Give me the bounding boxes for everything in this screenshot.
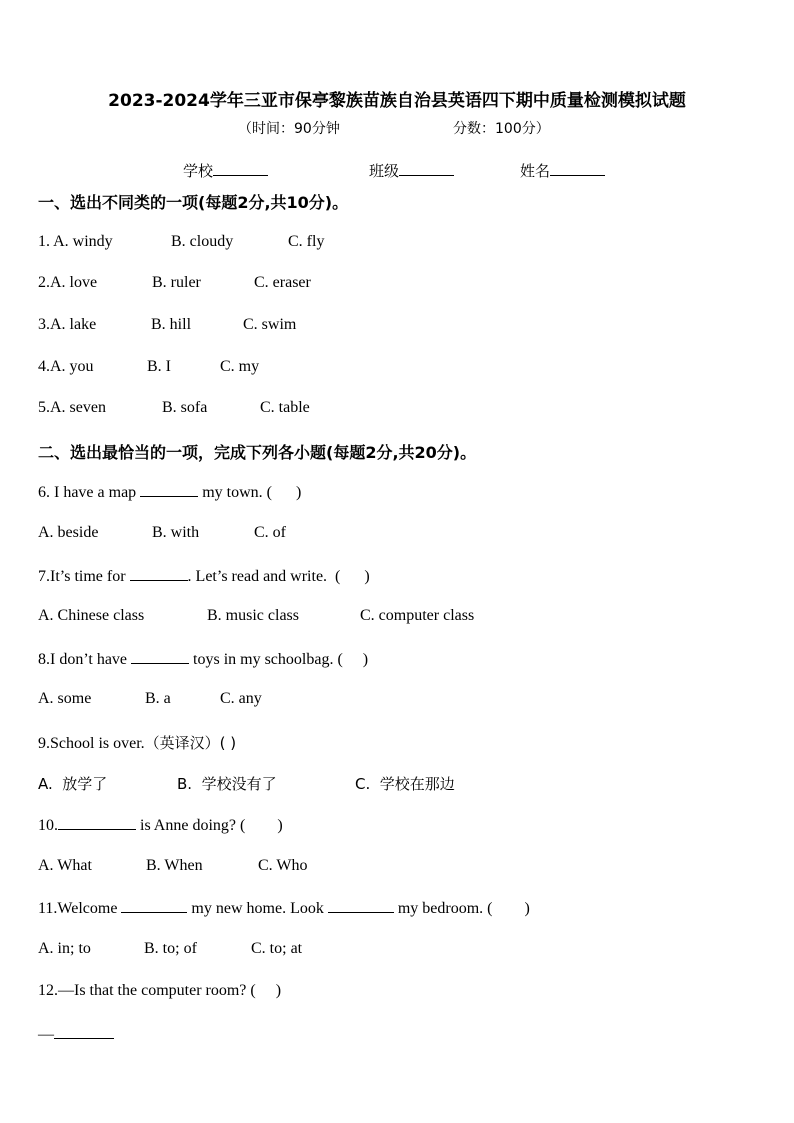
q6-option-a: A. beside <box>38 524 99 541</box>
q9-option-c: C. 学校在那边 <box>355 775 455 793</box>
q7-option-b: B. music class <box>207 607 299 624</box>
q10-text-end: is Anne doing? ( ) <box>136 817 283 834</box>
exam-score: 分数：100分） <box>453 121 550 137</box>
q7-text-end: . Let’s read and write. ( ) <box>187 568 370 585</box>
question-6 <box>38 482 301 502</box>
q1-option-b: B. cloudy <box>171 233 234 250</box>
q11-text-middle: my new home. Look <box>187 900 328 917</box>
q8-text-start: 8.I don’t have <box>38 651 132 668</box>
q8-option-a: A. some <box>38 690 92 707</box>
question-11 <box>38 898 530 918</box>
question-4: 4.A. you <box>38 358 94 375</box>
q4-option-b: B. I <box>147 358 171 375</box>
q3-option-c: C. swim <box>243 316 297 333</box>
q11-blank-2[interactable] <box>328 898 394 913</box>
q12-answer-line <box>38 1024 114 1044</box>
q6-text-end: my town. ( ) <box>198 484 302 501</box>
school-field <box>183 160 268 181</box>
section2-heading: 二、选出最恰当的一项，完成下列各小题(每题2分,共20分)。 <box>38 443 477 462</box>
q10-option-b: B. When <box>146 857 203 874</box>
q8-blank[interactable] <box>131 649 189 664</box>
q6-text-start: 6. I have a map <box>38 484 141 501</box>
q9-instruction: （英译汉）( ) <box>144 734 237 752</box>
question-9 <box>38 732 236 753</box>
name-label: 姓名 <box>520 162 551 180</box>
question-7 <box>38 566 370 586</box>
q11-option-c: C. to; at <box>251 940 303 957</box>
question-1: 1. A. windy <box>38 233 113 250</box>
q7-option-a: A. Chinese class <box>38 607 145 624</box>
q2-option-b: B. ruler <box>152 274 201 291</box>
q8-text-end: toys in my schoolbag. ( ) <box>189 651 369 668</box>
section1-heading: 一、选出不同类的一项(每题2分,共10分)。 <box>38 193 349 212</box>
q10-text-start: 10. <box>38 817 58 834</box>
question-12: 12.—Is that the computer room? ( ) <box>38 982 282 999</box>
q11-text-end: my bedroom. ( ) <box>393 900 530 917</box>
question-10 <box>38 815 283 835</box>
q12-blank[interactable] <box>54 1024 114 1039</box>
q10-option-a: A. What <box>38 857 92 874</box>
q9-option-b: B. 学校没有了 <box>177 775 277 793</box>
q11-option-b: B. to; of <box>144 940 197 957</box>
q3-option-b: B. hill <box>151 316 192 333</box>
q8-option-c: C. any <box>220 690 262 707</box>
class-field <box>369 160 454 181</box>
q5-option-b: B. sofa <box>162 399 208 416</box>
question-8 <box>38 649 368 669</box>
q9-text: 9.School is over. <box>38 735 145 752</box>
q6-option-b: B. with <box>152 524 200 541</box>
class-blank[interactable] <box>399 161 454 176</box>
question-3: 3.A. lake <box>38 316 97 333</box>
q11-blank-1[interactable] <box>121 898 187 913</box>
name-blank[interactable] <box>550 161 605 176</box>
q5-option-c: C. table <box>260 399 310 416</box>
q7-option-c: C. computer class <box>360 607 475 624</box>
question-5: 5.A. seven <box>38 399 106 416</box>
q7-blank[interactable] <box>130 566 188 581</box>
class-label: 班级 <box>369 162 400 180</box>
q6-option-c: C. of <box>254 524 286 541</box>
q10-blank[interactable] <box>58 815 136 830</box>
question-2: 2.A. love <box>38 274 98 291</box>
q2-option-c: C. eraser <box>254 274 311 291</box>
page-title: 2023-2024学年三亚市保亭黎族苗族自治县英语四下期中质量检测模拟试题 <box>108 91 686 111</box>
q12-dash: — <box>38 1026 54 1043</box>
name-field <box>520 160 605 181</box>
q8-option-b: B. a <box>145 690 171 707</box>
q1-option-c: C. fly <box>288 233 325 250</box>
school-label: 学校 <box>183 162 214 180</box>
q6-blank[interactable] <box>140 482 198 497</box>
q11-text-start: 11.Welcome <box>38 900 122 917</box>
exam-time: （时间：90分钟 <box>238 121 340 137</box>
q10-option-c: C. Who <box>258 857 308 874</box>
school-blank[interactable] <box>213 161 268 176</box>
q4-option-c: C. my <box>220 358 260 375</box>
q7-text-start: 7.It’s time for <box>38 568 130 585</box>
q11-option-a: A. in; to <box>38 940 91 957</box>
q9-option-a: A. 放学了 <box>38 775 108 793</box>
